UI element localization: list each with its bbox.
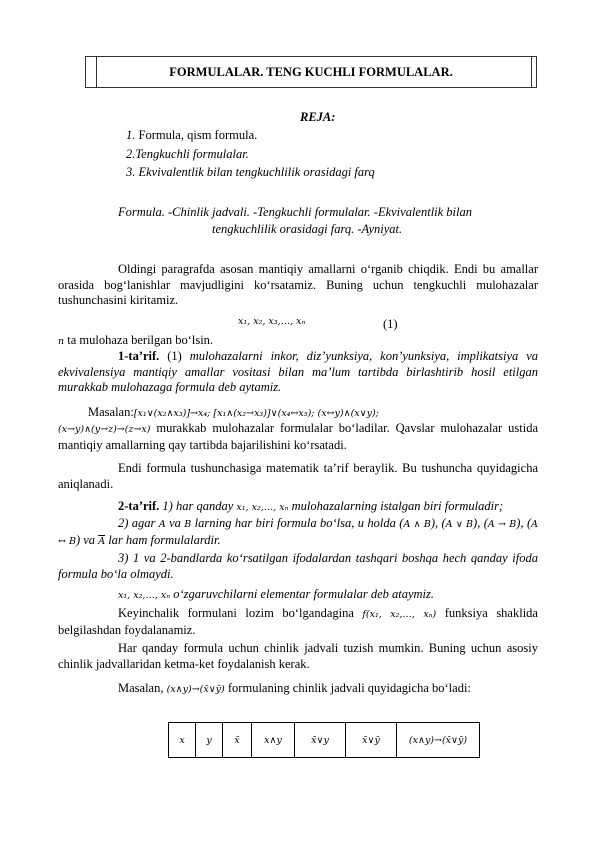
definition-2-item-2: 2) agar A va B larning har biri formula bo‘lsa, u holda (A ∧ B), (A ∨ B), (A → B), (A ↔ B) va $\overline{A}$ lar ham formulalardir. [58,516,538,547]
table-header-row [169,723,480,758]
plan-item-2: 2.Tengkuchli formulalar. [126,147,249,161]
paragraph-n: n ta mulohaza berilgan bo‘lsin. [58,333,214,347]
formula-1: x₁, x₂, x₃,…, xₙ [238,316,306,327]
title-box [85,56,537,88]
paragraph-truth-table-intro: Har qanday formula uchun chinlik jadvali tuzish mumkin. Buning uchun asosiy chinlik jadvallaridan ketma-ket foydalanish kerak. [58,641,538,671]
truth-table [168,722,480,758]
table-header-cell: y [196,723,223,758]
definition-1: 1-ta’rif. (1) mulohazalarni inkor, diz’yunksiya, kon’yunksiya, implikatsiya va ekvivalensiya mantiqiy amallar vositasi bilan ma’lum tartibda birlashtirib hosil etilgan murakkab mulohazaga formula deb aytamiz. [58,349,539,395]
keywords-line-2: tengkuchlilik orasidagi farq. -Ayniyat. [212,222,403,236]
table-header-cell: x [169,723,196,758]
examples-line-1: Masalan:[x₁∨(x₂∧x₃)]→x₄; [x₁∧(x₂→x₃)]∨(x₄↔x₅); (x↔y)∧(x∨y); [88,405,379,419]
paragraph-function-notation: Keyinchalik formulani lozim bo‘lgandagina f(x₁, x₂,…, xₙ) funksiya shaklida belgilashdan foydalanamiz. [58,606,538,637]
formula-1-number: (1) [383,317,398,331]
paragraph-intro: Oldingi paragrafda asosan mantiqiy amallarni o‘rganib chiqdik. Endi bu amallar orasida bog‘lanishlar mavjudligini ko‘rsatamiz. Buning uchun tengkuchli mulohazalar tushunchasini kiritamiz. [58,262,538,308]
table-header-cell: x∧y [252,723,295,758]
plan-item-1: 1. Formula, qism formula. [126,128,258,142]
table-header-cell: (x∧y)→(x̄∨ȳ) [397,723,480,758]
plan-item-3: 3. Ekvivalentlik bilan tengkuchlilik orasidagi farq [126,165,375,179]
paragraph-example: Masalan, (x∧y)→(x̄∨ȳ) formulaning chinlik jadvali quyidagicha bo‘ladi: [118,681,471,695]
table-header-cell: x̄ [223,723,252,758]
elementary-formulas: x₁, x₂,…, xₙ o‘zgaruvchilarni elementar formulalar deb ataymiz. [118,587,435,601]
table-header-cell: x̄∨ȳ [346,723,397,758]
paragraph-definition-intro: Endi formula tushunchasiga matematik ta’rif beraylik. Bu tushuncha quyidagicha aniqlanadi. [58,461,538,491]
page-title: FORMULALAR. TENG KUCHLI FORMULALAR. [169,65,453,79]
examples-line-2: (x→y)∧(y→z)→(z→x) murakkab mulohazalar formulalar bo‘ladilar. Qavslar mulohazalar ustida mantiqiy amallarning qay tartibda bajarilishini ko‘rsatadi. [58,421,538,452]
table-header-cell: x̄∨y [295,723,346,758]
definition-2-item-1: 2-ta’rif. 1) har qanday x₁, x₂,…, xₙ mulohazalarning istalgan biri formuladir; [118,499,504,513]
plan-heading: REJA: [300,110,336,124]
keywords-line-1: Formula. -Chinlik jadvali. -Tengkuchli formulalar. -Ekvivalentlik bilan [118,205,473,219]
definition-2-item-3: 3) 1 va 2-bandlarda ko‘rsatilgan ifodalardan tashqari boshqa hech qanday ifoda formula bo‘la olmaydi. [58,551,538,581]
